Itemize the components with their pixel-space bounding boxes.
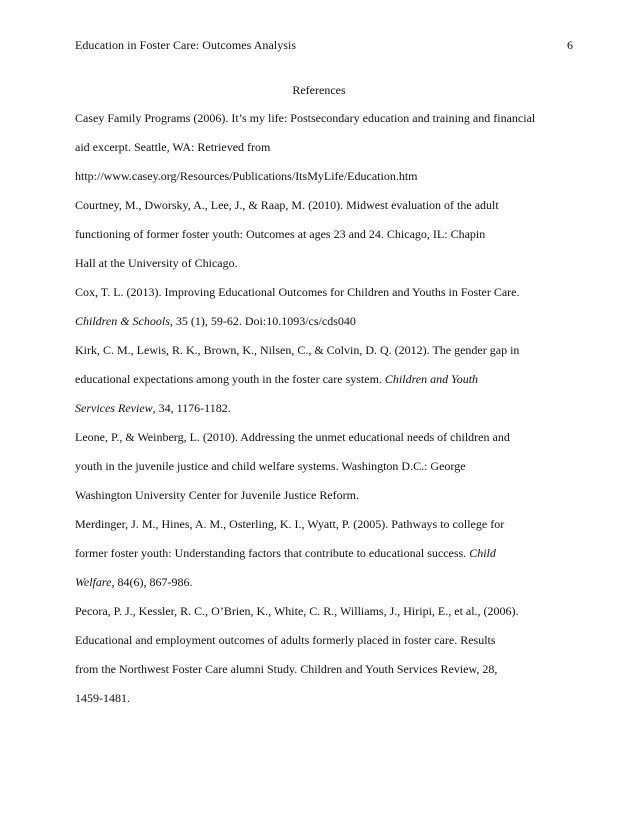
reference-entry: [75, 510, 565, 597]
reference-text: Courtney, M., Dworsky, A., Lee, J., & Raap, M. (2010). Midwest evaluation of the adult: [75, 198, 499, 212]
reference-line: [75, 307, 565, 336]
reference-line: [75, 162, 565, 191]
reference-text: 1459-1481.: [75, 691, 130, 705]
reference-text: Casey Family Programs (2006). It’s my life: Postsecondary education and training and financial: [75, 111, 536, 125]
reference-text: Kirk, C. M., Lewis, R. K., Brown, K., Nilsen, C., & Colvin, D. Q. (2012). The gender gap in: [75, 343, 520, 357]
reference-line: [75, 452, 565, 481]
reference-text: Leone, P., & Weinberg, L. (2010). Addressing the unmet educational needs of children and: [75, 430, 510, 444]
reference-italic-text: Welfare: [75, 575, 112, 589]
reference-line: [75, 423, 565, 452]
reference-line: [75, 655, 565, 684]
reference-text: from the Northwest Foster Care alumni Study. Children and Youth Services Review, 28,: [75, 662, 498, 676]
reference-text: , 84(6), 867-986.: [111, 575, 193, 589]
reference-line: [75, 104, 565, 133]
reference-line: [75, 394, 565, 423]
reference-line: [75, 684, 565, 713]
reference-text: Merdinger, J. M., Hines, A. M., Osterling, K. I., Wyatt, P. (2005). Pathways to college for: [75, 517, 505, 531]
reference-text: Washington University Center for Juvenile Justice Reform.: [75, 488, 359, 502]
reference-line: [75, 278, 565, 307]
reference-italic-text: Children & Schools: [75, 314, 170, 328]
reference-line: [75, 539, 565, 568]
reference-line: [75, 597, 565, 626]
reference-text: , 35 (1), 59-62. Doi:10.1093/cs/cds040: [169, 314, 356, 328]
running-head: [75, 37, 573, 53]
reference-entry: [75, 191, 565, 278]
reference-entry: [75, 336, 565, 423]
reference-text: Cox, T. L. (2013). Improving Educational Outcomes for Children and Youths in Foster Care.: [75, 285, 520, 299]
reference-entry: [75, 423, 565, 510]
page-number: 6: [566, 38, 573, 52]
reference-italic-text: Children and Youth: [384, 372, 479, 386]
reference-text: youth in the juvenile justice and child welfare systems. Washington D.C.: George: [75, 459, 466, 473]
reference-text: Hall at the University of Chicago.: [75, 256, 238, 270]
reference-line: [75, 365, 565, 394]
reference-text: educational expectations among youth in the foster care system.: [75, 372, 385, 386]
reference-line: [75, 568, 565, 597]
reference-line: [75, 510, 565, 539]
reference-text: former foster youth: Understanding factors that contribute to educational success.: [75, 546, 470, 560]
reference-line: [75, 191, 565, 220]
reference-text: aid excerpt. Seattle, WA: Retrieved from: [75, 140, 271, 154]
reference-italic-text: Services Review: [75, 401, 153, 415]
reference-list: [75, 104, 565, 713]
reference-text: functioning of former foster youth: Outcomes at ages 23 and 24. Chicago, IL: Chapin: [75, 227, 486, 241]
reference-italic-text: Child: [469, 546, 496, 560]
reference-text: , 34, 1176-1182.: [152, 401, 231, 415]
reference-entry: [75, 278, 565, 336]
reference-line: [75, 626, 565, 655]
reference-line: [75, 336, 565, 365]
references-heading: References: [292, 83, 346, 97]
running-title: Education in Foster Care: Outcomes Analysis: [75, 38, 297, 52]
reference-text: Pecora, P. J., Kessler, R. C., O’Brien, K., White, C. R., Williams, J., Hiripi, E., et al., (2006).: [75, 604, 519, 618]
reference-line: [75, 249, 565, 278]
reference-line: [75, 133, 565, 162]
reference-line: [75, 481, 565, 510]
reference-text: http://www.casey.org/Resources/Publications/ItsMyLife/Education.htm: [75, 169, 418, 183]
reference-entry: [75, 597, 565, 713]
reference-line: [75, 220, 565, 249]
reference-entry: [75, 104, 565, 191]
reference-text: Educational and employment outcomes of adults formerly placed in foster care. Results: [75, 633, 496, 647]
